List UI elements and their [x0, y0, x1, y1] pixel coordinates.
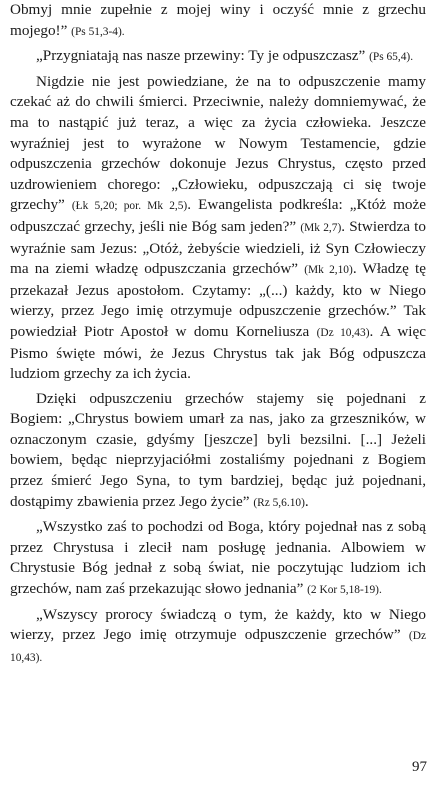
- text-segment: . Stwierdza to wyraźnie sam Jezus: „Otóż, żebyście wiedzieli, iż Syn Człowieczy ma na ziemi władzę odpuszczania grzechów”: [10, 217, 426, 278]
- paragraph-4: [10, 389, 426, 514]
- text-segment: Nigdzie nie jest powiedziane, że na to odpuszczenie mamy czekać aż do chwili śmierci. Przeciwnie, należy domniemywać, że ma to nastąpić już teraz, a więc za życia człowieka. Jeszcze wyraźniej jest to wyrażone w Nowym Testamencie, gdzie odpuszczenia grzechów dokonuje Jezus Chrystus, często przed uzdrowieniem chorego: „Człowieku, odpuszczają ci się twoje grzechy”: [10, 72, 426, 214]
- text-segment: „Wszystko zaś to pochodzi od Boga, który pojednał nas z sobą przez Chrystusa i zlecił nam posługę jednania. Albowiem w Chrystusie Bóg jednał z sobą świat, nie poczytując ludziom ich grzechów, nam zaś przekazując słowo jednania”: [10, 518, 426, 598]
- scripture-reference: (Dz 10,43): [316, 326, 370, 339]
- text-segment: . A więc Pismo święte mówi, że Jezus Chrystus tak jak Bóg odpuszcza ludziom grzechy za ich życia.: [10, 322, 426, 383]
- paragraph-2: [10, 46, 426, 68]
- scripture-reference: (Mk 2,7): [300, 221, 342, 234]
- text-segment: . Ewangelista podkreśla: „Któż może odpuszczać grzechy, jeśli nie Bóg sam jeden?”: [10, 196, 426, 235]
- text-segment: „Wszyscy prorocy świadczą o tym, że każdy, kto w Niego wierzy, przez Jego imię otrzymuje odpuszczenie grzechów”: [10, 605, 426, 644]
- scripture-reference: (Ps 51,3-4).: [71, 25, 125, 38]
- scripture-reference: (2 Kor 5,18-19).: [307, 584, 382, 597]
- paragraph-5: [10, 517, 426, 600]
- scripture-reference: (Dz 10,43).: [10, 630, 426, 664]
- paragraph-6: [10, 605, 426, 669]
- text-segment: Obmyj mnie zupełnie z mojej winy i oczyść mnie z grzechu mojego!”: [10, 1, 426, 39]
- paragraph-1: [10, 0, 426, 42]
- text-segment: .: [304, 492, 309, 510]
- scripture-reference: (Łk 5,20; por. Mk 2,5): [71, 200, 188, 213]
- text-segment: . Władzę tę przekazał Jezus apostołom. Czytamy: „(...) każdy, kto w Niego wierzy, przez Jego imię otrzymuje odpuszczenie grzechów.” Tak powiedział Piotr Apostoł w domu Korneliusza: [10, 260, 427, 340]
- scripture-reference: (Ps 65,4).: [369, 51, 414, 64]
- page-number: 97: [412, 759, 427, 775]
- scripture-reference: (Mk 2,10): [304, 264, 353, 277]
- scripture-reference: (Rz 5,6.10): [253, 496, 305, 509]
- text-segment: „Przygniatają nas nasze przewiny: Ty je odpuszczasz”: [36, 47, 370, 65]
- text-segment: Dzięki odpuszczeniu grzechów stajemy się pojednani z Bogiem: „Chrystus bowiem umarł za nas, jako za grzeszników, w oznaczonym czasie, gdyśmy [jeszcze] byli bezsilni. [...] Jeżeli bowiem, będąc nieprzyjaciółmi zostaliśmy pojednani z Bogiem przez śmierć Jego Syna, to tym bardziej, będąc już pojednani, dostąpimy zbawienia przez Jego życie”: [10, 389, 426, 510]
- paragraph-3: [10, 72, 426, 385]
- page-body: [10, 0, 426, 668]
